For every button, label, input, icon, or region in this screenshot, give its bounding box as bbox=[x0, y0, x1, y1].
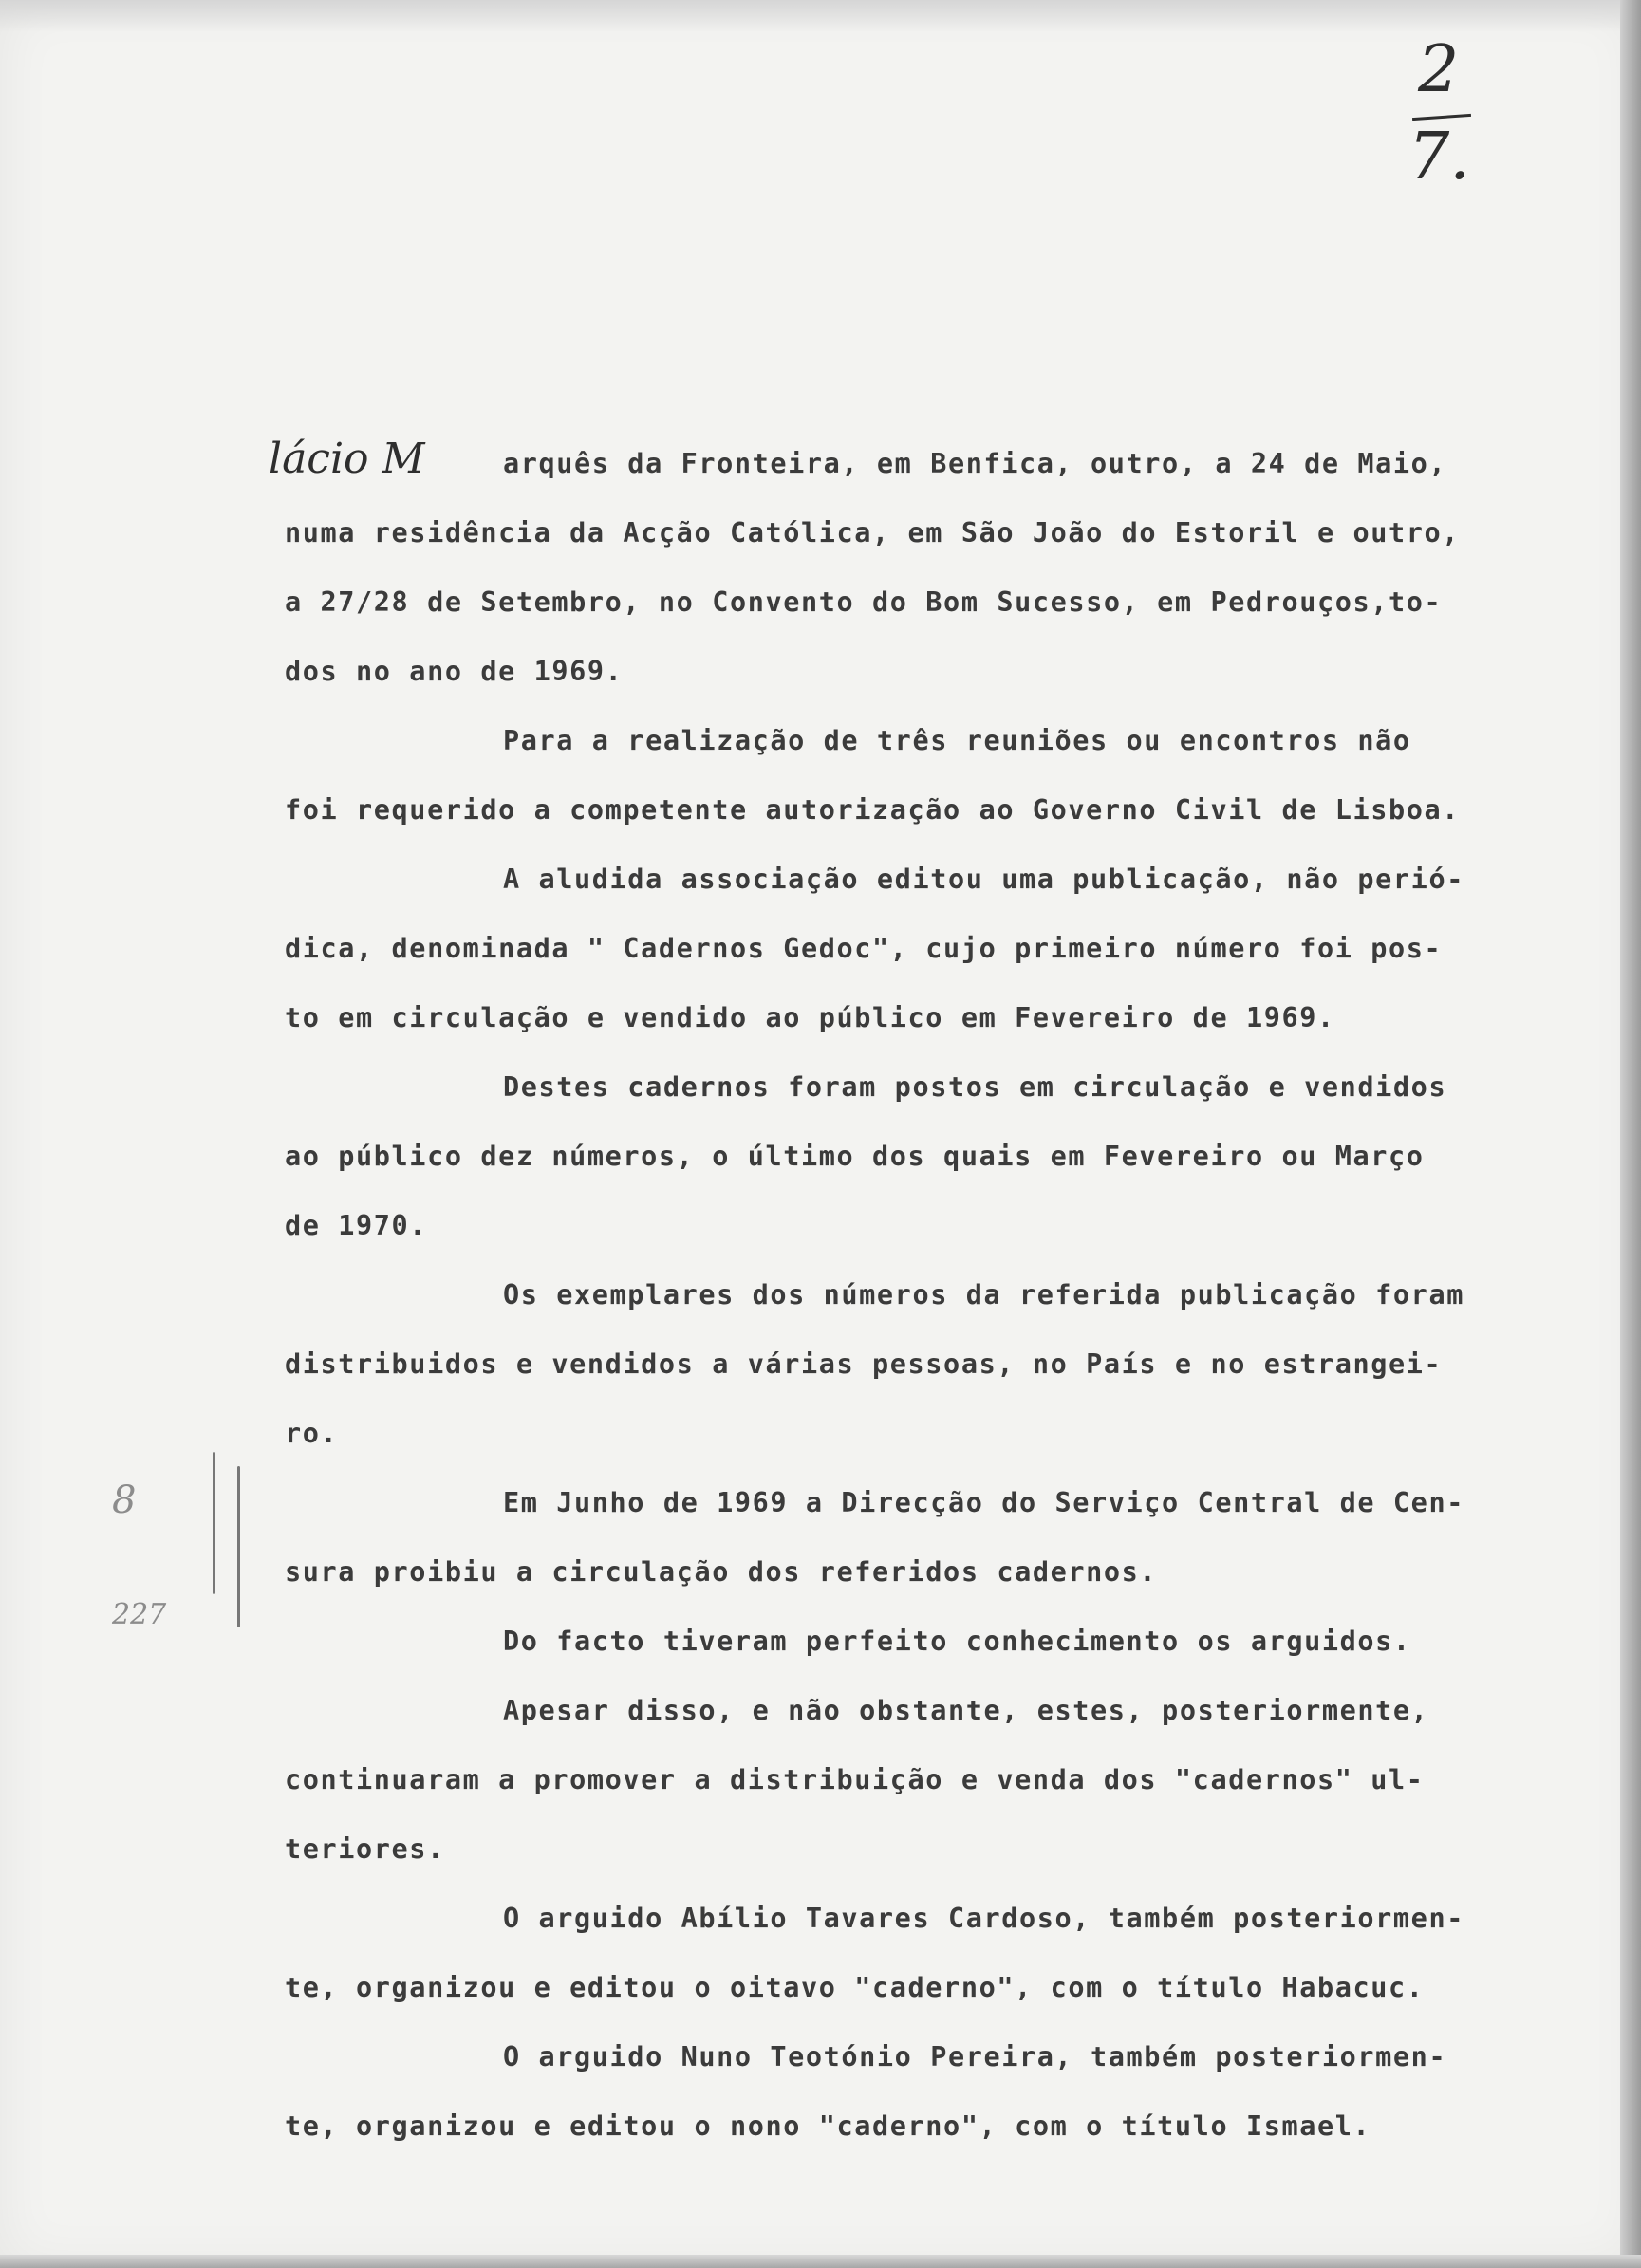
text-line: ao público dez números, o último dos quais em Fevereiro ou Março bbox=[285, 1141, 1425, 1172]
margin-mark-line bbox=[237, 1466, 240, 1627]
page-mark-top: 2 bbox=[1418, 32, 1460, 107]
text-line: te, organizou e editou o oitavo "caderno", com o título Habacuc. bbox=[285, 1972, 1425, 2003]
text-line: Apesar disso, e não obstante, estes, posteriormente, bbox=[503, 1695, 1429, 1726]
text-line: distribuidos e vendidos a várias pessoas, no País e no estrangei- bbox=[285, 1348, 1443, 1380]
margin-note: 8 bbox=[112, 1478, 137, 1522]
text-line: Do facto tiveram perfeito conhecimento os arguidos. bbox=[503, 1626, 1411, 1657]
text-line: Em Junho de 1969 a Direcção do Serviço Central de Cen- bbox=[503, 1487, 1464, 1518]
text-line: a 27/28 de Setembro, no Convento do Bom Sucesso, em Pedrouços,to- bbox=[285, 586, 1443, 618]
text-line: A aludida associação editou uma publicação, não perió- bbox=[503, 864, 1464, 895]
handwritten-first-word: lácio M bbox=[269, 435, 425, 483]
text-line: dos no ano de 1969. bbox=[285, 656, 624, 687]
text-line: foi requerido a competente autorização ao Governo Civil de Lisboa. bbox=[285, 794, 1461, 826]
text-line: to em circulação e vendido ao público em Fevereiro de 1969. bbox=[285, 1002, 1335, 1033]
page-number-mark bbox=[1395, 32, 1500, 209]
scan-edge-bottom bbox=[0, 2255, 1641, 2268]
text-line: Os exemplares dos números da referida publicação foram bbox=[503, 1279, 1464, 1311]
text-line: de 1970. bbox=[285, 1210, 428, 1241]
text-line: dica, denominada " Cadernos Gedoc", cujo primeiro número foi pos- bbox=[285, 933, 1443, 964]
text-line: te, organizou e editou o nono "caderno", com o título Ismael. bbox=[285, 2110, 1371, 2142]
margin-mark-line bbox=[213, 1452, 215, 1594]
text-line: Para a realização de três reuniões ou encontros não bbox=[503, 725, 1411, 756]
text-line: continuaram a promover a distribuição e venda dos "cadernos" ul- bbox=[285, 1764, 1425, 1795]
text-line: sura proibiu a circulação dos referidos cadernos. bbox=[285, 1556, 1158, 1588]
text-line: teriores. bbox=[285, 1833, 445, 1865]
scan-edge-top bbox=[0, 0, 1641, 32]
margin-note: 227 bbox=[112, 1598, 167, 1631]
text-line: Destes cadernos foram postos em circulação e vendidos bbox=[503, 1071, 1447, 1103]
text-line: O arguido Abílio Tavares Cardoso, também posteriormen- bbox=[503, 1903, 1464, 1934]
text-line: O arguido Nuno Teotónio Pereira, também posteriormen- bbox=[503, 2041, 1447, 2073]
text-line: ro. bbox=[285, 1418, 339, 1449]
page-mark-bottom: 7. bbox=[1408, 120, 1470, 195]
scan-edge-right bbox=[1620, 0, 1641, 2268]
text-line: numa residência da Acção Católica, em São João do Estoril e outro, bbox=[285, 517, 1461, 548]
text-line: arquês da Fronteira, em Benfica, outro, a 24 de Maio, bbox=[503, 448, 1447, 479]
